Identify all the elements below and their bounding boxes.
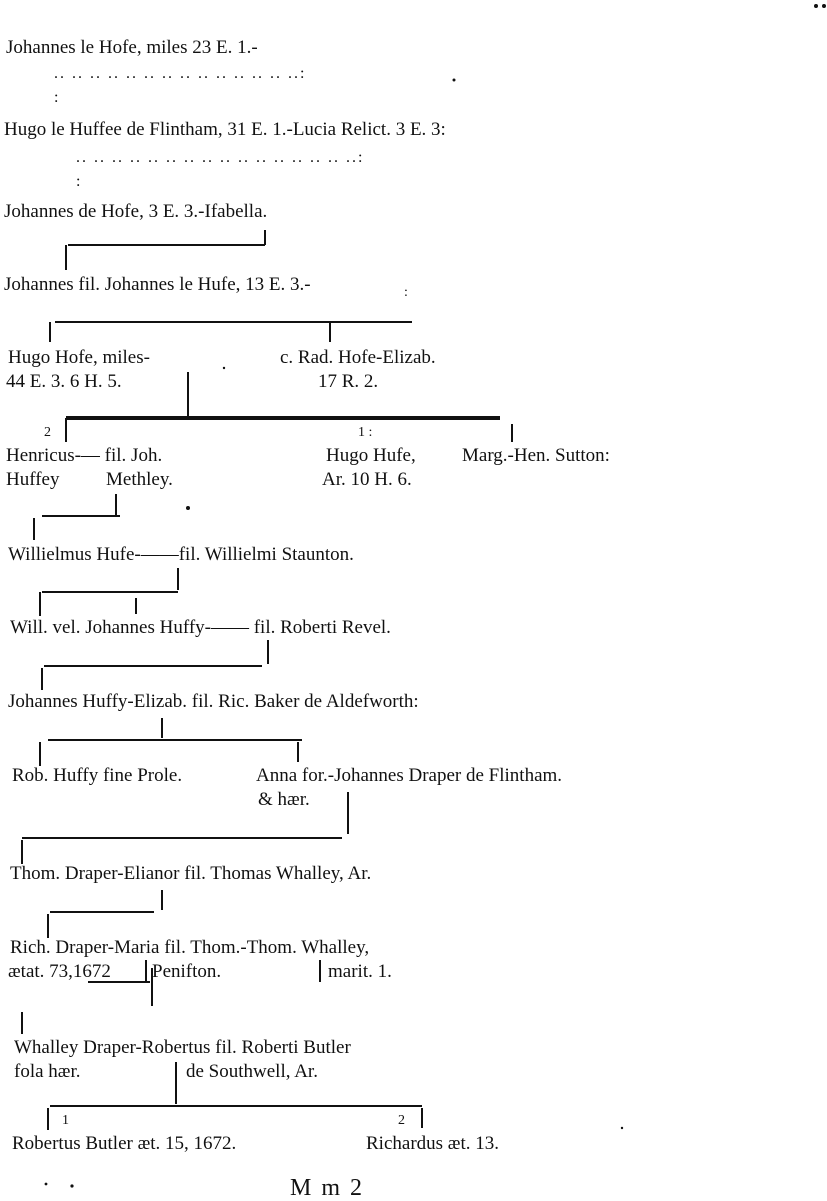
person-johannes-de-hofe: Johannes de Hofe, 3 E. 3.-Ifabella. <box>4 201 268 222</box>
person-rad-hofe-dates: 17 R. 2. <box>318 371 379 392</box>
child-number: 2 <box>398 1113 405 1128</box>
ellipsis-colon: : <box>76 173 81 190</box>
person-hugo-hofe-dates: 44 E. 3. 6 H. 5. <box>6 371 122 392</box>
person-whalley-draper-heir: fola hær. <box>14 1061 81 1082</box>
person-henricus-surname: Huffey <box>6 469 60 490</box>
person-richardus: Richardus æt. 13. <box>366 1133 499 1154</box>
person-robertus-butler: Robertus Butler æt. 15, 1672. <box>12 1133 237 1154</box>
ellipsis-line: .. .. .. .. .. .. .. .. .. .. .. .. .. ..: <box>54 65 307 82</box>
person-johannes-le-hofe: Johannes le Hofe, miles 23 E. 1.- <box>6 37 258 58</box>
person-hugo-le-huffee: Hugo le Huffee de Flintham, 31 E. 1.-Lucia Relict. 3 E. 3: <box>4 119 446 140</box>
person-will-vel-johannes: Will. vel. Johannes Huffy-—— fil. Roberti Revel. <box>10 617 391 638</box>
person-hugo-hufe: Hugo Hufe, <box>326 445 416 466</box>
person-johannes-huffy: Johannes Huffy-Elizab. fil. Ric. Baker de Aldefworth: <box>8 691 419 712</box>
person-whalley-draper: Whalley Draper-Robertus fil. Roberti Butler <box>14 1037 351 1058</box>
colon-mark: : <box>404 285 408 300</box>
person-robertus-butler-place: de Southwell, Ar. <box>186 1061 318 1082</box>
person-anna-heir: & hær. <box>258 789 310 810</box>
child-number: 2 <box>44 425 51 440</box>
person-methley: Methley. <box>106 469 173 490</box>
person-rob-huffy: Rob. Huffy fine Prole. <box>12 765 183 786</box>
person-willielmus-hufe: Willielmus Hufe-——fil. Willielmi Staunton. <box>8 544 354 565</box>
ellipsis-colon: : <box>54 89 59 106</box>
person-hugo-hufe-dates: Ar. 10 H. 6. <box>322 469 412 490</box>
person-margaret-sutton: Marg.-Hen. Sutton: <box>462 445 610 466</box>
child-number: 1 : <box>358 425 373 440</box>
person-rich-draper: Rich. Draper-Maria fil. Thom.-Thom. Whalley, <box>10 937 370 958</box>
person-hugo-hofe: Hugo Hofe, miles- <box>8 347 150 368</box>
ellipsis-line: .. .. .. .. .. .. .. .. .. .. .. .. .. .. .. ..: <box>76 149 365 166</box>
person-thom-draper: Thom. Draper-Elianor fil. Thomas Whalley, Ar. <box>10 863 372 884</box>
person-rich-draper-age: ætat. 73,1672 <box>8 961 111 982</box>
person-johannes-fil: Johannes fil. Johannes le Hufe, 13 E. 3.- <box>4 274 311 295</box>
person-thom-whalley-marriage: marit. 1. <box>328 961 392 982</box>
person-henricus: Henricus-— fil. Joh. <box>6 445 163 466</box>
child-number: 1 <box>62 1113 69 1128</box>
person-anna: Anna for.-Johannes Draper de Flintham. <box>256 765 563 786</box>
person-maria-peniston: Penifton. <box>152 961 222 982</box>
person-rad-hofe: c. Rad. Hofe-Elizab. <box>280 347 436 368</box>
signature-mark: M m 2 <box>290 1175 365 1201</box>
